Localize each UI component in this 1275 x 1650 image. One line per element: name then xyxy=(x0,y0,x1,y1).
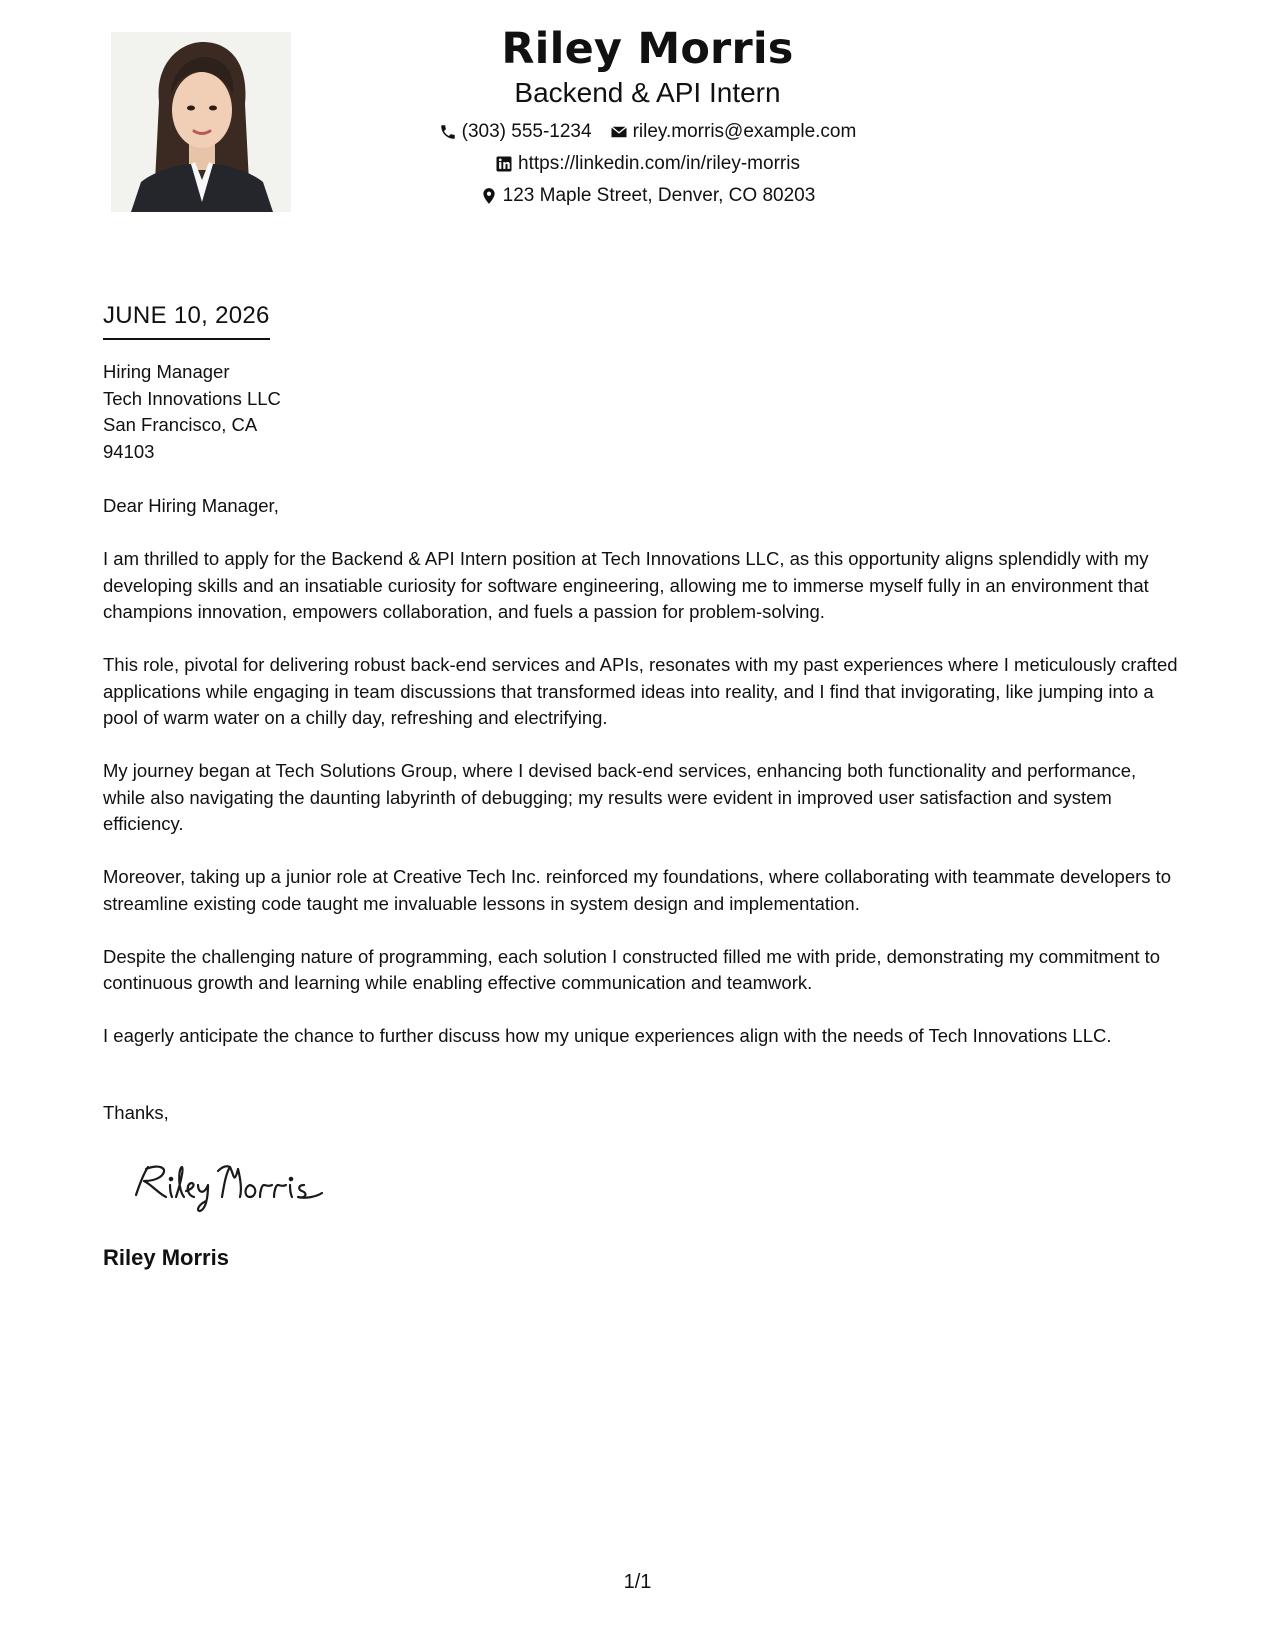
recipient-line: Tech Innovations LLC xyxy=(103,387,281,409)
address-contact xyxy=(480,180,816,212)
recipient-block xyxy=(103,359,281,465)
profile-photo xyxy=(111,32,291,212)
letter-body xyxy=(103,493,1178,1076)
email-text: riley.morris@example.com xyxy=(632,121,857,142)
handwritten-signature xyxy=(126,1155,356,1215)
header xyxy=(300,22,995,212)
email-contact[interactable] xyxy=(610,116,857,148)
contact-line-3 xyxy=(300,180,995,212)
recipient-line: Hiring Manager xyxy=(103,361,230,382)
page-number: 1/1 xyxy=(623,1571,652,1593)
body-paragraph: I am thrilled to apply for the Backend & API Intern position at Tech Innovations LLC, as this opportunity aligns splendidly with my developing skills and an insatiable curiosity for software engineering, allowing me to immerse myself fully in an environment that champions innovation, empowers collaboration, and fuels a passion for problem-solving. xyxy=(103,548,1149,622)
body-paragraph: I eagerly anticipate the chance to further discuss how my unique experiences align with the needs of Tech Innovations LLC. xyxy=(103,1025,1112,1046)
applicant-name: Riley Morris xyxy=(501,24,794,74)
body-paragraph: Despite the challenging nature of programming, each solution I constructed filled me with pride, demonstrating my commitment to continuous growth and learning while enabling effective communication and teamwork. xyxy=(103,945,1161,993)
job-title: Backend & API Intern xyxy=(514,77,781,108)
body-paragraph: Moreover, taking up a junior role at Creative Tech Inc. reinforced my foundations, where collaborating with teammate developers to streamline existing code taught me invaluable lessons in system design and implementation. xyxy=(103,866,1172,914)
linkedin-text: https://linkedin.com/in/riley-morris xyxy=(518,153,800,174)
closing: Thanks, xyxy=(103,1102,169,1123)
phone-text: (303) 555-1234 xyxy=(461,121,592,142)
linkedin-icon xyxy=(495,155,513,173)
map-pin-icon xyxy=(480,187,498,205)
signer-name: Riley Morris xyxy=(103,1245,229,1270)
letter-date: JUNE 10, 2026 xyxy=(103,300,270,340)
phone-icon xyxy=(439,123,457,141)
contact-line-2 xyxy=(300,148,995,180)
recipient-line: San Francisco, CA xyxy=(103,414,258,435)
portrait-image xyxy=(111,32,291,212)
phone-contact[interactable] xyxy=(439,116,592,148)
recipient-line: 94103 xyxy=(103,440,155,462)
envelope-icon xyxy=(610,123,628,141)
salutation: Dear Hiring Manager, xyxy=(103,495,279,516)
body-paragraph: This role, pivotal for delivering robust back-end services and APIs, resonates with my past experiences where I meticulously crafted applications while engaging in team discussions that transformed ideas into reality, and I find that invigorating, like jumping into a pool of warm water on a chilly day, refreshing and electrifying. xyxy=(103,654,1178,728)
contact-line-1 xyxy=(300,116,995,148)
linkedin-contact[interactable] xyxy=(495,148,800,180)
body-paragraph: My journey began at Tech Solutions Group, where I devised back-end services, enhancing both functionality and performance, while also navigating the daunting labyrinth of debugging; my results were evident in improved user satisfaction and system efficiency. xyxy=(103,760,1137,834)
address-text: 123 Maple Street, Denver, CO 80203 xyxy=(502,185,816,206)
